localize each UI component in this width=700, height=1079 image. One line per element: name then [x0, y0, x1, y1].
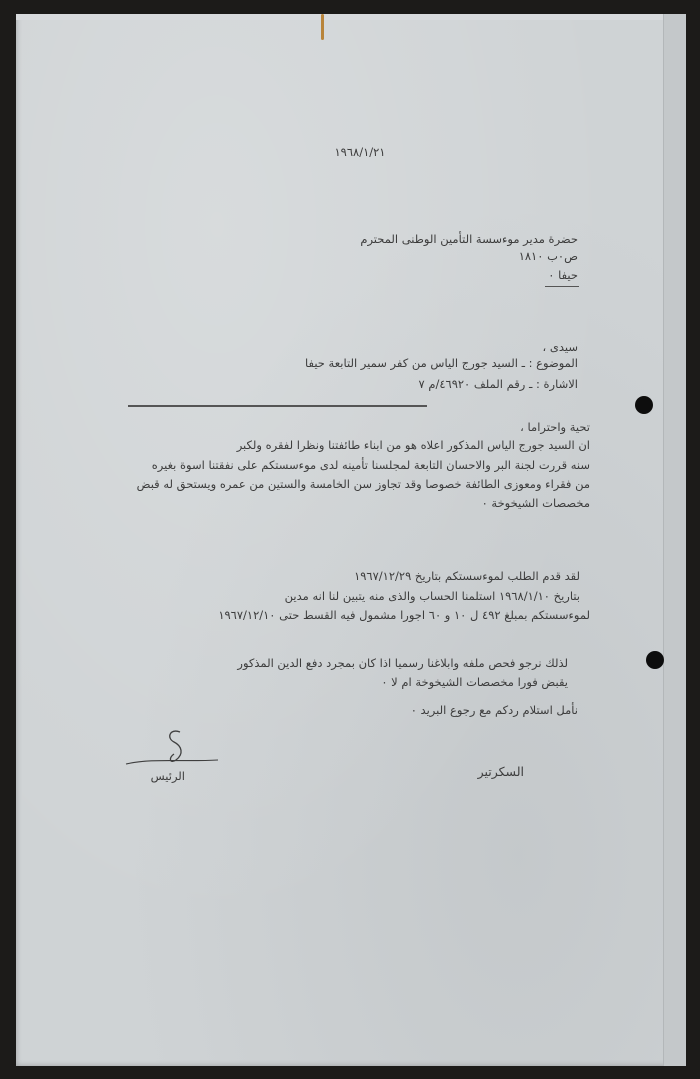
paragraph-2-line-2: بتاريخ ١٩٦٨/١/١٠ استلمنا الحساب والذى منه يتبين لنا انه مدين [284, 589, 580, 603]
paper-right-margin [663, 14, 686, 1066]
secretary-title: السكرتير [477, 764, 524, 779]
paragraph-1-line-1: ان السيد جورج الياس المذكور اعلاه هو من ابناء طائفتنا ونظرا لفقره ولكبر [236, 438, 590, 452]
letter-date: ١٩٦٨/١/٢١ [334, 145, 386, 159]
paragraph-3-line-2: يقبض فورا مخصصات الشيخوخة ام لا ٠ [381, 675, 568, 689]
paragraph-1-line-2: سنه قررت لجنة البر والاحسان التابعة لمجلسنا تأمينه لدى موءسستكم على نفقتنا اسوة بغيره [151, 458, 590, 472]
paragraph-2-line-1: لقد قدم الطلب لموءسستكم بتاريخ ١٩٦٧/١٢/٢٩ [354, 569, 580, 583]
addressee-line-3: حيفا ٠ [548, 268, 578, 282]
president-signature [122, 722, 222, 772]
salutation: سيدى ، [542, 340, 578, 354]
paragraph-2-line-3: لموءسستكم بمبلغ ٤٩٢ ل ١٠ و ٦٠ اجورا مشمول فيه القسط حتى ١٩٦٧/١٢/١٠ [218, 608, 590, 622]
punch-hole-top [635, 396, 653, 414]
addressee-line-1: حضرة مدير موءسسة التأمين الوطنى المحترم [360, 232, 578, 246]
paragraph-1-line-3: من فقراء ومعوزى الطائفة خصوصا وقد تجاوز سن الخامسة والستين من عمره ويستحق له قبض [136, 477, 590, 491]
paper-top-edge [16, 14, 686, 20]
addressee-line-2: ص٠ب ١٨١٠ [518, 249, 578, 263]
letter-sheet [16, 14, 686, 1066]
closing-line: نأمل استلام ردكم مع رجوع البريد ٠ [410, 703, 578, 717]
subject-underline [128, 405, 427, 407]
rust-stain [321, 14, 324, 40]
paragraph-1-line-4: مخصصات الشيخوخة ٠ [481, 496, 590, 510]
subject-line: الموضوع : ـ السيد جورج الياس من كفر سمير التابعة حيفا [305, 356, 578, 370]
addressee-underline [545, 286, 579, 287]
punch-hole-bottom [646, 651, 664, 669]
greeting: تحية واحتراما ، [520, 420, 590, 434]
president-title: الرئيس [150, 769, 185, 783]
reference-line: الاشارة : ـ رقم الملف ٤٦٩٢٠/م ٧ [418, 377, 578, 391]
paragraph-3-line-1: لذلك نرجو فحص ملفه وابلاغنا رسميا اذا كان بمجرد دفع الدين المذكور [237, 656, 568, 670]
